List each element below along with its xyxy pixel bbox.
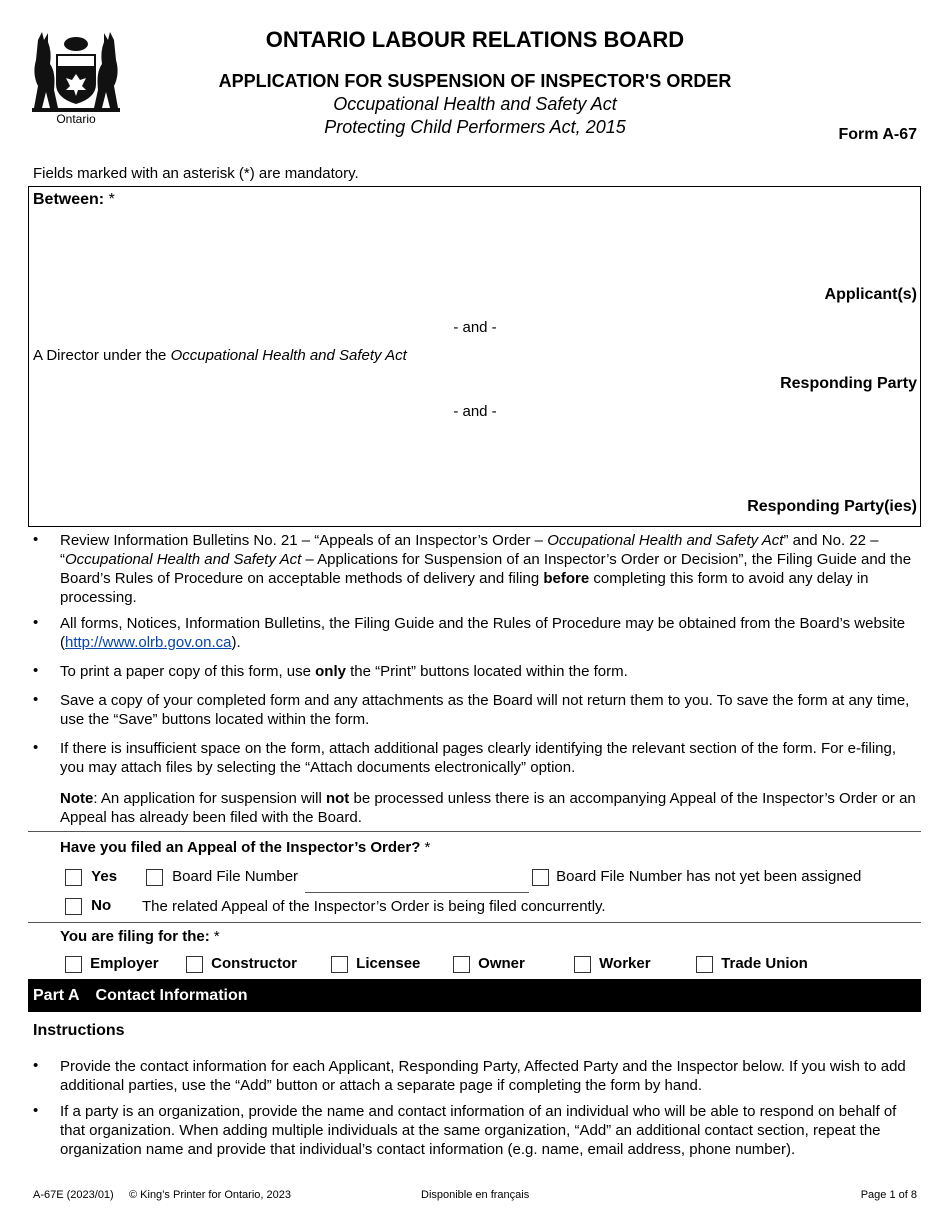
filing-option-constructor[interactable] (186, 955, 297, 973)
b1-i1: Occupational Health and Safety Act (547, 532, 784, 549)
note-a: : An application for suspension will (93, 790, 326, 807)
part-a-header (28, 979, 921, 1012)
employer-label: Employer (90, 955, 159, 972)
worker-label: Worker (599, 955, 651, 972)
bullet-text-4: Save a copy of your completed form and any attachments as the Board will not return them to you. To save the form at any time, use the “Save” buttons located within the form. (60, 692, 910, 728)
not-assigned-checkbox[interactable] (532, 869, 549, 886)
olrb-website-link[interactable]: http://www.olrb.gov.on.ca (65, 634, 232, 651)
filing-for-question (60, 928, 220, 945)
act-name-2: Protecting Child Performers Act, 2015 (324, 117, 626, 137)
instruction-1: Provide the contact information for each Applicant, Responding Party, Affected Party and the Inspector below. If you wish to add additional parties, use the “Add” button or attach a separate page if completing the form by hand. (60, 1058, 906, 1094)
licensee-checkbox[interactable] (331, 956, 348, 973)
between-label-text: Between: (33, 191, 105, 208)
bullet: • (33, 614, 39, 631)
note-bold: not (325, 790, 350, 807)
divider (28, 922, 921, 923)
licensee-label: Licensee (356, 955, 421, 972)
and-separator-2: - and - (453, 403, 497, 420)
director-act: Occupational Health and Safety Act (170, 347, 407, 364)
divider (28, 831, 921, 832)
no-option[interactable] (65, 897, 111, 915)
yes-option[interactable] (65, 868, 117, 886)
filing-option-trade-union[interactable] (696, 955, 808, 973)
asterisk: * (213, 928, 220, 945)
board-file-number-input[interactable] (305, 892, 529, 893)
concurrent-text: The related Appeal of the Inspector’s Order is being filed concurrently. (142, 898, 606, 915)
board-file-number-label: Board File Number (172, 868, 299, 885)
b1-bold: before (543, 570, 590, 587)
bullet-text-5: If there is insufficient space on the form, attach additional pages clearly identifying the relevant section of the form. For e-filing, you may attach files by selecting the “Attach documents electronically” option. (60, 740, 897, 776)
bullet-text-1 (60, 531, 920, 607)
footer-french[interactable]: Disponible en français (421, 1189, 530, 1201)
owner-checkbox[interactable] (453, 956, 470, 973)
appeal-question (60, 839, 430, 856)
employer-checkbox[interactable] (65, 956, 82, 973)
bullet: • (33, 691, 39, 708)
bullet: • (33, 739, 39, 756)
form-title: APPLICATION FOR SUSPENSION OF INSPECTOR'S ORDER (218, 71, 732, 91)
owner-label: Owner (478, 955, 525, 972)
footer-code: A-67E (2023/01) (33, 1189, 114, 1201)
note-b: be processed unless there is an accompanying Appeal of the Inspector’s Order or an Appeal has already been filed with the Board. (60, 790, 916, 826)
b1-c: – Applications for Suspension of an Inspector’s Order or Decision”, the Filing Guide and the Board’s Rules of Procedure on acceptable methods of delivery and filing (60, 551, 912, 587)
b3-a: To print a paper copy of this form, use (60, 663, 316, 680)
b1-a: Review Information Bulletins No. 21 – “Appeals of an Inspector’s Order – (60, 532, 548, 549)
board-file-number-checkbox[interactable] (146, 869, 163, 886)
b2-b: ). (231, 634, 241, 651)
mandatory-note: Fields marked with an asterisk (*) are mandatory. (33, 165, 359, 182)
between-label (33, 191, 115, 209)
b1-i2: Occupational Health and Safety Act (65, 551, 302, 568)
no-label: No (91, 897, 112, 914)
director-line (33, 347, 407, 364)
b3-bold: only (315, 663, 346, 680)
note-text (60, 789, 920, 827)
asterisk: * (424, 839, 431, 856)
no-checkbox[interactable] (65, 898, 82, 915)
logo-text: Ontario (56, 112, 96, 126)
director-prefix: A Director under the (33, 347, 171, 364)
constructor-checkbox[interactable] (186, 956, 203, 973)
not-assigned-label: Board File Number has not yet been assigned (556, 868, 862, 885)
responding-parties-label: Responding Party(ies) (747, 498, 917, 515)
trade-union-label: Trade Union (721, 955, 808, 972)
note-label: Note (60, 790, 94, 807)
not-assigned-option[interactable] (532, 868, 861, 886)
worker-checkbox[interactable] (574, 956, 591, 973)
act-name-1: Occupational Health and Safety Act (333, 94, 617, 114)
part-a-title: Contact Information (95, 987, 248, 1004)
b2-a: All forms, Notices, Information Bulletins, the Filing Guide and the Rules of Procedure may be obtained from the Board’s website ( (60, 615, 906, 651)
instructions-heading: Instructions (33, 1022, 125, 1039)
yes-checkbox[interactable] (65, 869, 82, 886)
asterisk: * (108, 191, 115, 208)
bullet-text-2 (60, 614, 920, 652)
constructor-label: Constructor (211, 955, 298, 972)
b3-b: the “Print” buttons located within the form. (345, 663, 628, 680)
filing-option-licensee[interactable] (331, 955, 420, 973)
filing-option-employer[interactable] (65, 955, 159, 973)
trade-union-checkbox[interactable] (696, 956, 713, 973)
responding-party-label: Responding Party (780, 375, 917, 392)
bullet: • (33, 1102, 39, 1119)
filing-option-worker[interactable] (574, 955, 651, 973)
org-title: ONTARIO LABOUR RELATIONS BOARD (265, 27, 685, 52)
form-number: Form A-67 (838, 126, 917, 143)
applicants-label: Applicant(s) (824, 286, 917, 303)
bullet: • (33, 1057, 39, 1074)
part-a-label: Part A (33, 987, 80, 1004)
footer-copyright: © King’s Printer for Ontario, 2023 (129, 1189, 291, 1201)
bullet-text-3 (60, 662, 920, 681)
bullet: • (33, 662, 39, 679)
appeal-question-text: Have you filed an Appeal of the Inspector’s Order? (60, 839, 421, 856)
instruction-2: If a party is an organization, provide the name and contact information of an individual who will be able to respond on behalf of that organization. When adding multiple individuals at the same organization, “Add” an additional contact section, repeat the organization name and provide that individual’s contact information (e.g. name, email address, phone number). (60, 1103, 897, 1158)
filing-for-text: You are filing for the: (60, 928, 210, 945)
b1-b: ” and No. 22 – “ (60, 532, 879, 568)
filing-option-owner[interactable] (453, 955, 525, 973)
yes-label: Yes (91, 868, 118, 885)
footer-page: Page 1 of 8 (860, 1189, 917, 1201)
and-separator-1: - and - (453, 319, 497, 336)
board-file-number-option[interactable] (146, 868, 298, 886)
b1-d: completing this form to avoid any delay in processing. (60, 570, 869, 606)
bullet: • (33, 531, 39, 548)
